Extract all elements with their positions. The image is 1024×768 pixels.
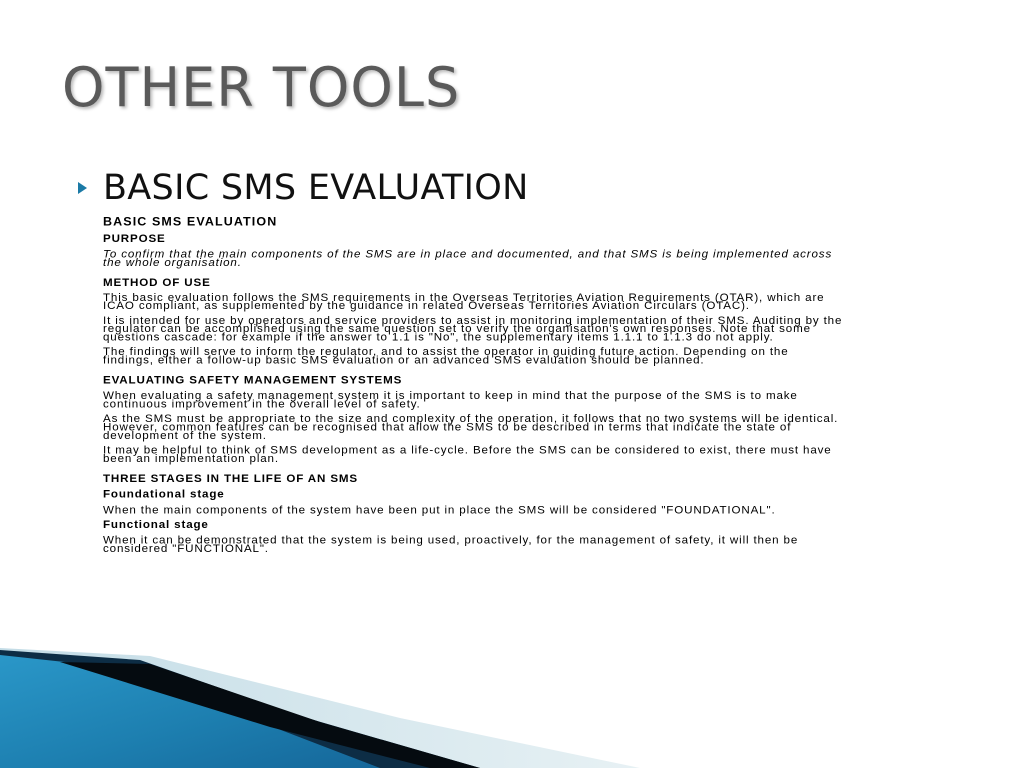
bullet-text: BASIC SMS EVALUATION	[103, 168, 529, 208]
method-heading: METHOD OF USE	[103, 276, 211, 289]
purpose-heading: PURPOSE	[103, 232, 166, 245]
foundational-text: When the main components of the system have been put in place the SMS will be considered "FOUNDATIONAL".	[103, 504, 776, 517]
wave-black-stripe	[60, 662, 480, 768]
purpose-text: To confirm that the main components of the SMS are in place and documented, and that SMS is being implemented across the whole organisation.	[103, 248, 833, 269]
method-paragraph: This basic evaluation follows the SMS requirements in the Overseas Territories Aviation Requirements (OTAR), which are ICAO compliant, as supplemented by the guidance in related Overseas Territories Aviation Circulars (OTAC).	[103, 291, 825, 312]
document-title: BASIC SMS EVALUATION	[103, 215, 278, 229]
method-paragraph: It is intended for use by operators and service providers to assist in monitoring implementation of their SMS. Auditing by the regulator can be accomplished using the same question set to verify the organisation's own responses. Note that some questions cascade: for example if the answer to 1.1 is "No", the supplementary items 1.1.1 to 1.1.3 do not apply.	[103, 314, 843, 344]
wave-blue-band	[0, 655, 380, 768]
bullet-arrow-icon	[78, 182, 87, 194]
evaluating-paragraph: When evaluating a safety management system it is important to keep in mind that the purpose of the SMS is to make continuous improvement in the overall level of safety.	[103, 390, 798, 411]
slide-title: OTHER TOOLS	[62, 56, 461, 119]
document-image	[103, 215, 843, 559]
functional-heading: Functional stage	[103, 518, 209, 531]
evaluating-paragraph: As the SMS must be appropriate to the size and complexity of the operation, it follows that no two systems will be identical. However, common features can be recognised that allow the SMS to be described in terms that indicate the state of development of the system.	[103, 413, 839, 442]
bullet-item	[78, 168, 529, 208]
functional-text: When it can be demonstrated that the system is being used, proactively, for the management of safety, it will then be considered "FUNCTIONAL".	[103, 534, 799, 555]
evaluating-heading: EVALUATING SAFETY MANAGEMENT SYSTEMS	[103, 374, 403, 387]
foundational-heading: Foundational stage	[103, 488, 225, 501]
wave-dark-band	[0, 650, 480, 768]
evaluating-paragraph: It may be helpful to think of SMS development as a life-cycle. Before the SMS can be considered to exist, there must have been an implementation plan.	[103, 444, 832, 465]
wave-light-band	[0, 648, 640, 768]
stages-heading: THREE STAGES IN THE LIFE OF AN SMS	[103, 472, 358, 485]
method-paragraph: The findings will serve to inform the regulator, and to assist the operator in guiding future action. Depending on the findings, either a follow-up basic SMS evaluation or an advanced SMS evaluation should be planned.	[103, 345, 789, 367]
